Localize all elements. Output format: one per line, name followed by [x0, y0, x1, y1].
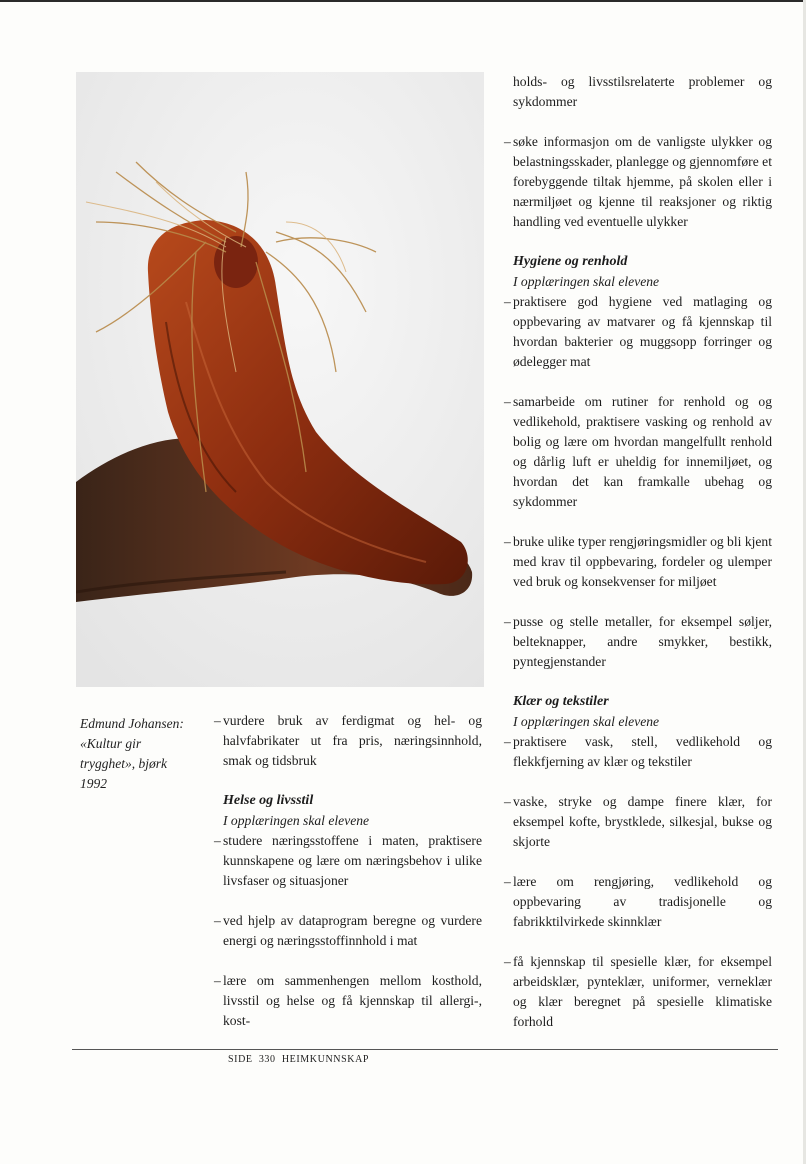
item-text: bruke ulike typer rengjøringsmidler og bli kjent med krav til oppbevaring, fordeler og ulemper ved bruk og konsekvenser for miljøet — [513, 534, 772, 589]
caption-line: trygghet», bjørk — [80, 756, 167, 771]
list-item — [504, 132, 772, 232]
dash: – — [214, 713, 221, 728]
item-text: lære om sammenhengen mellom kosthold, livsstil og helse og få kjennskap til allergi-, kost- — [223, 973, 482, 1028]
caption-line: Edmund Johansen: — [80, 716, 184, 731]
item-text: ved hjelp av dataprogram beregne og vurdere energi og næringsstoffinnhold i mat — [223, 913, 482, 948]
list-item — [504, 792, 772, 852]
sculpture-photo — [76, 72, 484, 687]
footer-subject: HEIMKUNNSKAP — [281, 1054, 370, 1065]
page-number: 330 — [258, 1054, 276, 1065]
dash: – — [504, 734, 511, 749]
continued-text: holds- og livsstilsrelaterte problemer og sykdommer — [513, 74, 772, 109]
list-item — [504, 292, 772, 372]
list-item — [504, 872, 772, 932]
dash: – — [504, 134, 511, 149]
footer-rule — [72, 1049, 778, 1050]
list-item — [504, 392, 772, 512]
section-subheading: I opplæringen skal elevene — [513, 714, 660, 729]
item-text: pusse og stelle metaller, for eksempel søljer, belteknapper, andre smykker, bestikk, pyntegjenstander — [513, 614, 772, 669]
list-item — [214, 971, 482, 1031]
dash: – — [504, 794, 511, 809]
dash: – — [504, 954, 511, 969]
dash: – — [504, 394, 511, 409]
list-item — [214, 911, 482, 951]
section-heading: Hygiene og renhold — [513, 254, 628, 269]
photo-caption — [80, 714, 210, 794]
item-text: studere næringsstoffene i maten, praktisere kunnskapene og lære om næringsbehov i ulike livsfaser og situasjoner — [223, 833, 482, 888]
dash: – — [214, 973, 221, 988]
caption-line: 1992 — [80, 776, 107, 791]
left-text-column — [214, 711, 482, 1031]
dash: – — [504, 534, 511, 549]
top-rule — [0, 0, 806, 2]
item-text: vaske, stryke og dampe finere klær, for eksempel kofte, brystklede, silkesjal, bukse og skjorte — [513, 794, 772, 849]
caption-line: «Kultur gir — [80, 736, 142, 751]
list-item — [214, 711, 482, 771]
list-item — [504, 612, 772, 672]
dash: – — [504, 874, 511, 889]
right-text-column — [504, 72, 772, 1032]
section-heading: Klær og tekstiler — [513, 694, 609, 709]
item-text: praktisere vask, stell, vedlikehold og flekkfjerning av klær og tekstiler — [513, 734, 772, 769]
list-item — [504, 732, 772, 772]
section-subheading: I opplæringen skal elevene — [513, 274, 660, 289]
list-item — [214, 831, 482, 891]
item-text: lære om rengjøring, vedlikehold og oppbevaring av tradisjonelle og fabrikktilvirkede skinnklær — [513, 874, 772, 929]
page-footer — [228, 1054, 369, 1065]
dash: – — [214, 833, 221, 848]
item-text: få kjennskap til spesielle klær, for eksempel arbeidsklær, pynteklær, uniformer, verneklær og klær beregnet på spesielle klimatiske forhold — [513, 954, 772, 1029]
section-heading: Helse og livsstil — [223, 793, 314, 808]
item-text: praktisere god hygiene ved matlaging og oppbevaring av matvarer og få kjennskap til hvordan bakterier og muggsopp forringer og ødelegger mat — [513, 294, 772, 369]
dash: – — [504, 294, 511, 309]
footer-side-label: SIDE — [228, 1054, 253, 1065]
item-text: søke informasjon om de vanligste ulykker og belastningsskader, planlegge og gjennomføre et forebyggende tiltak hjemme, på skolen eller i nærmiljøet og kjenne til reaksjoner og riktig handling ved eventuelle ulykker — [513, 134, 772, 229]
item-text: samarbeide om rutiner for renhold og og vedlikehold, praktisere vasking og renhold av bolig og lære om hvordan mangelfullt renhold og dårlig luft er uheldig for innemiljøet, og hvordan det kan framkalle ubehag og sykdommer — [513, 394, 772, 509]
dash: – — [214, 913, 221, 928]
dash: – — [504, 614, 511, 629]
list-item — [504, 952, 772, 1032]
section-subheading: I opplæringen skal elevene — [223, 813, 370, 828]
list-item — [504, 532, 772, 592]
item-text: vurdere bruk av ferdigmat og hel- og halvfabrikater ut fra pris, næringsinnhold, smak og tidsbruk — [223, 713, 482, 768]
